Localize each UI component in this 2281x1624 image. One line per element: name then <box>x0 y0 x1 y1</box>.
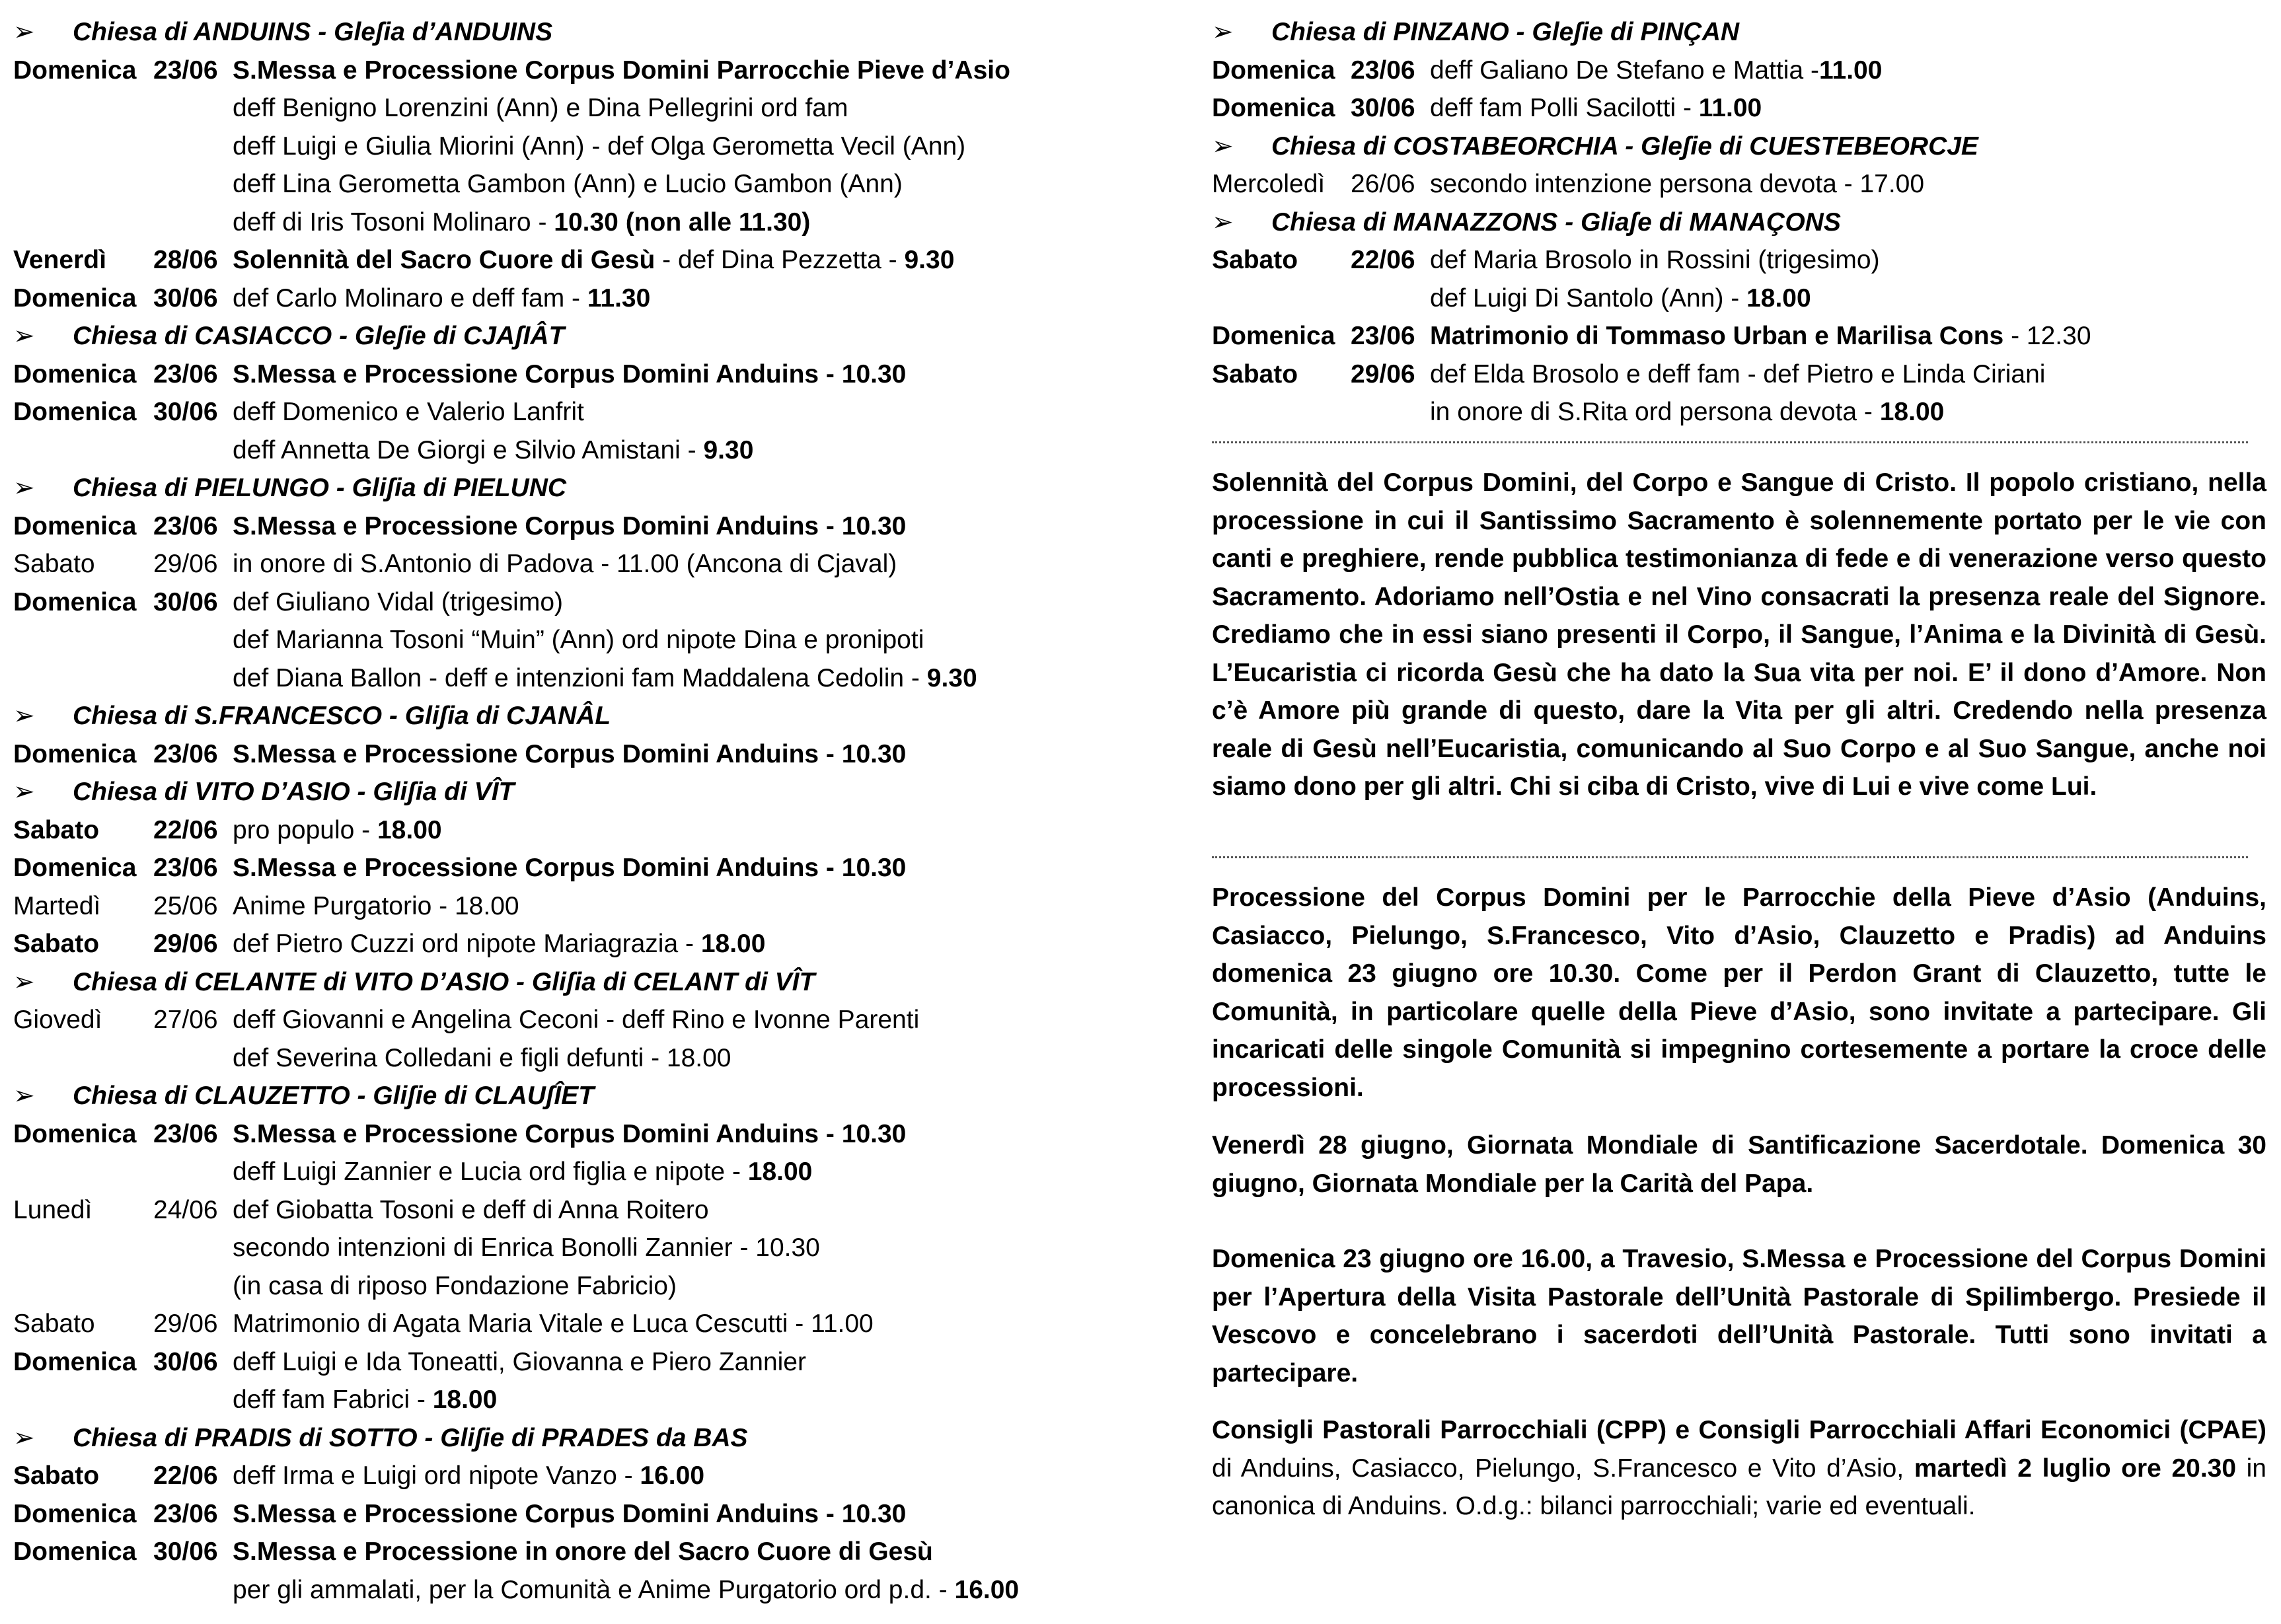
entry-date: 26/06 <box>1351 170 1415 198</box>
consigli-text2: in canonica di Anduins. O.d.g.: bilanci parrocchiali; varie ed eventuali. <box>1212 1454 2267 1520</box>
church-name: Chiesa di PINZANO - Gleʃie di PINÇAN <box>1271 18 1740 46</box>
entry-text <box>233 815 442 846</box>
entry-day: Sabato <box>13 1310 95 1338</box>
entry-main: S.Messa e Processione Corpus Domini Anduins - 10.30 <box>233 739 907 768</box>
entry-day: Domenica <box>1212 94 1335 122</box>
entry-time: 18.00 <box>700 930 766 958</box>
continuation-time: 18.00 <box>432 1385 498 1414</box>
church-name: Chiesa di S.FRANCESCO - Gliʃia di CJANÂL <box>73 702 611 730</box>
entry-main: S.Messa e Processione Corpus Domini Anduins - 10.30 <box>233 359 907 388</box>
continuation-text <box>233 663 977 694</box>
entry-day: Mercoledì <box>1212 170 1326 198</box>
entry-text <box>233 587 563 618</box>
continuation-text <box>233 625 924 655</box>
continuation-time: 9.30 <box>703 435 754 464</box>
entry-date: 25/06 <box>153 891 218 920</box>
entry-time: 11.00 <box>1698 94 1762 122</box>
continuation-text <box>233 1385 497 1415</box>
entry-date: 30/06 <box>153 398 218 426</box>
entry-time: 11.30 <box>587 283 651 313</box>
entry-text <box>233 549 897 579</box>
arrow-bullet-icon: ➢ <box>1212 18 1234 46</box>
entry-date: 23/06 <box>153 359 218 388</box>
entry-main: def Elda Brosolo e deff fam - def Pietro e Linda Ciriani <box>1430 359 2046 388</box>
continuation-time: 9.30 <box>926 663 977 692</box>
entry-text <box>233 397 584 427</box>
entry-time: 11.00 <box>1818 55 1883 85</box>
church-heading <box>13 777 514 807</box>
entry-main: pro populo - <box>233 815 377 844</box>
entry-day: Domenica <box>1212 322 1335 350</box>
arrow-bullet-icon: ➢ <box>13 474 35 502</box>
entry-text <box>1430 55 1882 86</box>
consigli-text1: di Anduins, Casiacco, Pielungo, S.Francesco e Vito d’Asio, <box>1212 1454 1914 1483</box>
entry-day: Domenica <box>13 55 137 85</box>
continuation-main: def Diana Ballon - deff e intenzioni fam Maddalena Cedolin - <box>233 663 927 692</box>
travesio-paragraph: Domenica 23 giugno ore 16.00, a Travesio, S.Messa e Processione del Corpus Domini per l’Apertura della Visita Pastorale dell’Unità Pastorale di Spilimbergo. Presiede il Vescovo e concelebrano i sacerdoti dell’Unità Pastorale. Tutti sono invitati a partecipare. <box>1212 1245 2266 1387</box>
entry-main: secondo intenzione persona devota - 17.00 <box>1430 170 1925 198</box>
entry-day: Sabato <box>1212 359 1298 388</box>
church-name: Chiesa di COSTABEORCHIA - Gleʃie di CUESTEBEORCJE <box>1271 131 1978 161</box>
entry-date: 23/06 <box>153 1499 218 1528</box>
entry-main: def Giuliano Vidal (trigesimo) <box>233 587 564 616</box>
continuation-text <box>233 1575 1019 1606</box>
church-heading <box>1212 17 1739 48</box>
entry-rest: - 12.30 <box>2003 322 2091 350</box>
arrow-bullet-icon: ➢ <box>13 778 35 806</box>
continuation-time: 10.30 (non alle 11.30) <box>554 207 811 237</box>
entry-main: S.Messa e Processione Corpus Domini Anduins - 10.30 <box>233 1119 907 1148</box>
entry-day: Domenica <box>13 1537 137 1566</box>
church-name: Chiesa di CLAUZETTO - Gliʃie di CLAUʃÎET <box>73 1082 595 1110</box>
continuation-main: deff Luigi e Giulia Miorini (Ann) - def Olga Gerometta Vecil (Ann) <box>233 131 966 161</box>
continuation-text <box>233 1233 820 1263</box>
entry-date: 30/06 <box>153 587 218 616</box>
church-heading <box>13 701 611 731</box>
arrow-bullet-icon: ➢ <box>1212 207 1234 237</box>
church-name: Chiesa di PRADIS di SOTTO - Gliʃie di PRADES da BAS <box>73 1423 748 1452</box>
entry-main: def Pietro Cuzzi ord nipote Mariagrazia - <box>233 930 701 958</box>
church-heading <box>13 473 566 503</box>
continuation-main: secondo intenzioni di Enrica Bonolli Zannier - 10.30 <box>233 1234 820 1262</box>
entry-main: S.Messa e Processione Corpus Domini Parrocchie Pieve d’Asio <box>233 55 1010 85</box>
entry-day: Domenica <box>13 359 137 388</box>
dotted-separator <box>1212 856 2248 858</box>
entry-text <box>233 929 765 959</box>
continuation-main: in onore di S.Rita ord persona devota - <box>1430 398 1880 426</box>
entry-day: Domenica <box>13 1499 137 1528</box>
continuation-main: deff Annetta De Giorgi e Silvio Amistani - <box>233 435 704 464</box>
entry-main: S.Messa e Processione Corpus Domini Anduins - 10.30 <box>233 511 907 540</box>
arrow-bullet-icon: ➢ <box>13 322 35 350</box>
entry-day: Giovedì <box>13 1006 102 1034</box>
entry-date: 23/06 <box>153 55 218 85</box>
entry-day: Sabato <box>13 930 100 958</box>
entry-text <box>233 853 906 883</box>
church-heading <box>13 17 552 48</box>
continuation-main: deff Luigi Zannier e Lucia ord figlia e nipote - <box>233 1158 748 1186</box>
entry-day: Domenica <box>13 283 137 313</box>
entry-text <box>233 1461 704 1491</box>
continuation-main: (in casa di riposo Fondazione Fabricio) <box>233 1271 677 1300</box>
church-heading <box>13 321 564 351</box>
entry-date: 30/06 <box>153 283 218 313</box>
entry-time: 9.30 <box>904 246 955 274</box>
entry-date: 22/06 <box>153 815 218 844</box>
entry-day: Domenica <box>1212 55 1335 85</box>
entry-day: Venerdì <box>13 246 106 274</box>
consigli-paragraph <box>1212 1411 2266 1526</box>
entry-text <box>1430 359 2045 390</box>
entry-text <box>233 55 1010 86</box>
continuation-main: deff Lina Gerometta Gambon (Ann) e Lucio Gambon (Ann) <box>233 170 903 198</box>
entry-day: Sabato <box>1212 246 1298 274</box>
entry-date: 22/06 <box>1351 246 1415 274</box>
arrow-bullet-icon: ➢ <box>13 18 35 46</box>
entry-time: 18.00 <box>377 815 442 844</box>
entry-date: 23/06 <box>1351 55 1415 85</box>
entry-main: Anime Purgatorio - 18.00 <box>233 891 519 920</box>
church-name: Chiesa di ANDUINS - Gleʃia d’ANDUINS <box>73 18 553 46</box>
entry-text <box>1430 93 1762 124</box>
entry-day: Domenica <box>13 854 137 882</box>
entry-date: 29/06 <box>1351 359 1415 388</box>
continuation-text <box>233 1043 731 1074</box>
church-heading <box>1212 207 1841 238</box>
entry-text <box>233 1119 906 1150</box>
entry-date: 29/06 <box>153 930 218 958</box>
entry-date: 30/06 <box>1351 94 1415 122</box>
continuation-time: 18.00 <box>1746 283 1811 313</box>
entry-main: S.Messa e Processione Corpus Domini Anduins - 10.30 <box>233 1499 907 1528</box>
continuation-text <box>1430 283 1811 314</box>
entry-text <box>1430 169 1924 200</box>
entry-day: Domenica <box>13 587 137 616</box>
arrow-bullet-icon: ➢ <box>13 967 35 996</box>
entry-text <box>233 1537 933 1567</box>
entry-day: Sabato <box>13 550 95 578</box>
entry-main: def Giobatta Tosoni e deff di Anna Roitero <box>233 1195 709 1224</box>
entry-main: in onore di S.Antonio di Padova - 11.00 (Ancona di Cjaval) <box>233 550 897 578</box>
continuation-text <box>233 93 848 124</box>
entry-rest: - def Dina Pezzetta - <box>655 246 905 274</box>
continuation-main: per gli ammalati, per la Comunità e Anime Purgatorio ord p.d. - <box>233 1575 955 1604</box>
entry-day: Domenica <box>13 398 137 426</box>
procession-paragraph: Processione del Corpus Domini per le Parrocchie della Pieve d’Asio (Anduins, Casiacco, Pielungo, S.Francesco, Vito d’Asio, Clauzetto e Pradis) ad Anduins domenica 23 giugno ore 10.30. Come per il Perdon Grant di Clauzetto, tutte le Comunità, in particolare quelle della Pieve d’Asio, sono invitate a partecipare. Gli incaricati delle singole Comunità si impegnino cortesemente a portare la croce delle processioni. <box>1212 883 2266 1102</box>
entry-text <box>233 1005 919 1035</box>
entry-date: 28/06 <box>153 246 218 274</box>
entry-text <box>1430 245 1880 276</box>
church-name: Chiesa di CELANTE di VITO D’ASIO - Gliʃia di CELANT di VÎT <box>73 967 815 996</box>
entry-main: deff Domenico e Valerio Lanfrit <box>233 398 584 426</box>
church-name: Chiesa di MANAZZONS - Gliaʃe di MANAÇONS <box>1271 207 1841 237</box>
church-name: Chiesa di VITO D’ASIO - Gliʃia di VÎT <box>73 778 515 806</box>
entry-text <box>233 1309 874 1339</box>
entry-date: 30/06 <box>153 1537 218 1566</box>
continuation-main: def Marianna Tosoni “Muin” (Ann) ord nipote Dina e pronipoti <box>233 626 924 654</box>
entry-text <box>233 1347 806 1378</box>
arrow-bullet-icon: ➢ <box>13 1423 35 1452</box>
entry-main: deff Giovanni e Angelina Ceconi - deff Rino e Ivonne Parenti <box>233 1006 920 1034</box>
entry-main: S.Messa e Processione Corpus Domini Anduins - 10.30 <box>233 854 907 882</box>
entry-date: 23/06 <box>153 1119 218 1148</box>
entry-main: deff fam Polli Sacilotti - <box>1430 94 1699 122</box>
entry-main: deff Luigi e Ida Toneatti, Giovanna e Piero Zannier <box>233 1347 806 1376</box>
entry-date: 23/06 <box>153 739 218 768</box>
continuation-text <box>233 1271 677 1302</box>
consigli-intro: Consigli Pastorali Parrocchiali (CPP) e Consigli Parrocchiali Affari Economici (CPAE) <box>1212 1416 2266 1444</box>
continuation-text <box>233 207 810 238</box>
church-name: Chiesa di CASIACCO - Gleʃie di CJAʃIÂT <box>73 322 565 350</box>
giornata-paragraph: Venerdì 28 giugno, Giornata Mondiale di Santificazione Sacerdotale. Domenica 30 giugno, Giornata Mondiale per la Carità del Papa. <box>1212 1131 2266 1198</box>
entry-text <box>233 1499 906 1530</box>
continuation-text <box>1430 397 1944 427</box>
entry-day: Sabato <box>13 1461 100 1490</box>
entry-main: S.Messa e Processione in onore del Sacro Cuore di Gesù <box>233 1537 933 1566</box>
church-name: Chiesa di PIELUNGO - Gliʃia di PIELUNC <box>73 474 567 502</box>
continuation-text <box>233 169 903 200</box>
arrow-bullet-icon: ➢ <box>13 1082 35 1110</box>
continuation-time: 18.00 <box>1879 398 1945 426</box>
church-heading <box>13 1081 594 1111</box>
entry-date: 29/06 <box>153 550 218 578</box>
entry-time: 16.00 <box>640 1461 705 1490</box>
church-heading <box>13 967 815 998</box>
entry-text <box>233 1195 709 1226</box>
church-heading <box>1212 131 1978 162</box>
entry-day: Lunedì <box>13 1195 93 1224</box>
entry-date: 29/06 <box>153 1310 218 1338</box>
entry-day: Domenica <box>13 1347 137 1376</box>
entry-day: Domenica <box>13 739 137 768</box>
entry-date: 22/06 <box>153 1461 218 1490</box>
entry-date: 23/06 <box>1351 322 1415 350</box>
continuation-text <box>233 435 753 466</box>
continuation-time: 18.00 <box>747 1158 813 1186</box>
continuation-text <box>233 131 965 162</box>
continuation-main: deff fam Fabrici - <box>233 1385 433 1414</box>
church-heading <box>13 1423 748 1454</box>
consigli-when: martedì 2 luglio ore 20.30 <box>1914 1454 2237 1483</box>
entry-text <box>233 891 519 922</box>
entry-day: Martedì <box>13 891 101 920</box>
continuation-time: 16.00 <box>954 1575 1020 1604</box>
continuation-main: deff di Iris Tosoni Molinaro - <box>233 207 554 237</box>
entry-main: def Maria Brosolo in Rossini (trigesimo) <box>1430 246 1880 274</box>
entry-main: Solennità del Sacro Cuore di Gesù <box>233 246 655 274</box>
entry-text <box>233 245 954 276</box>
entry-main: Matrimonio di Tommaso Urban e Marilisa Cons <box>1430 322 2004 350</box>
entry-text <box>233 359 906 390</box>
entry-text <box>233 739 906 770</box>
entry-date: 24/06 <box>153 1195 218 1224</box>
entry-day: Sabato <box>13 815 100 844</box>
entry-date: 23/06 <box>153 854 218 882</box>
entry-text <box>1430 321 2091 351</box>
continuation-main: def Luigi Di Santolo (Ann) - <box>1430 283 1747 313</box>
continuation-text <box>233 1157 812 1187</box>
continuation-main: def Severina Colledani e figli defunti - 18.00 <box>233 1043 731 1072</box>
entry-main: def Carlo Molinaro e deff fam - <box>233 283 587 313</box>
entry-text <box>233 511 906 542</box>
arrow-bullet-icon: ➢ <box>1212 131 1234 161</box>
entry-date: 23/06 <box>153 511 218 540</box>
entry-main: deff Irma e Luigi ord nipote Vanzo - <box>233 1461 640 1490</box>
entry-date: 27/06 <box>153 1006 218 1034</box>
entry-text <box>233 283 650 314</box>
corpus-domini-paragraph: Solennità del Corpus Domini, del Corpo e Sangue di Cristo. Il popolo cristiano, nella processione in cui il Santissimo Sacramento è solennemente portato per le vie con canti e preghiere, rende pubblica testimonianza di fede e di venerazione verso questo Sacramento. Adoriamo nell’Ostia e nel Vino consacrati la presenza reale del Signore. Crediamo che in essi siano presenti il Corpo, il Sangue, l’Anima e la Divinità di Gesù. L’Eucaristia ci ricorda Gesù che ha dato la Sua vita per noi. E’ il dono d’Amore. Non c’è Amore più grande di questo, dare la Vita per gli altri. Credendo nella presenza reale di Gesù nell’Eucaristia, comunicando al Suo Corpo e al Suo Sangue, anche noi siamo dono per gli altri. Chi si ciba di Cristo, vive di Lui e vive come Lui. <box>1212 468 2266 801</box>
entry-day: Domenica <box>13 1119 137 1148</box>
dotted-separator <box>1212 441 2248 443</box>
entry-day: Domenica <box>13 511 137 540</box>
entry-main: deff Galiano De Stefano e Mattia - <box>1430 55 1819 85</box>
entry-date: 30/06 <box>153 1347 218 1376</box>
arrow-bullet-icon: ➢ <box>13 702 35 730</box>
entry-main: Matrimonio di Agata Maria Vitale e Luca Cescutti - 11.00 <box>233 1310 874 1338</box>
continuation-main: deff Benigno Lorenzini (Ann) e Dina Pellegrini ord fam <box>233 94 848 122</box>
